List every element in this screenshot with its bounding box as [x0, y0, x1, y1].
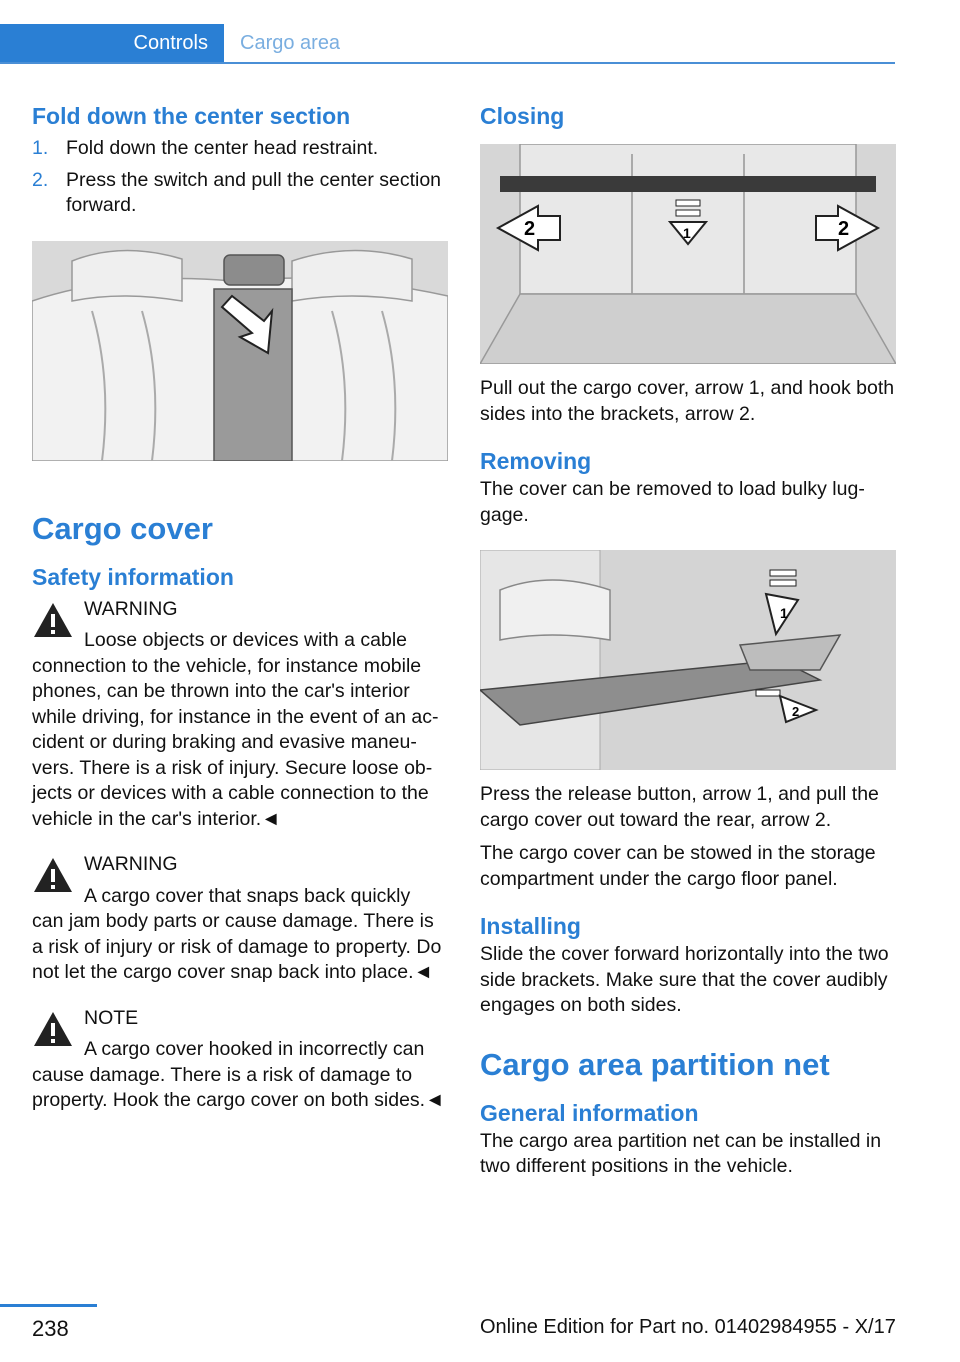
removing-text-2: Press the release button, arrow 1, and pull the cargo cover out toward the rear, arrow 2. [480, 783, 879, 831]
step-item [32, 168, 448, 219]
right-column [480, 100, 896, 1180]
removing-arrow-label: 1 [780, 605, 788, 621]
closing-arrow-label: 2 [524, 218, 536, 240]
footer-rule [0, 1304, 97, 1307]
closing-text: Pull out the cargo cover, arrow 1, and hook both sides into the brackets, arrow 2. [480, 377, 895, 425]
seat-center-section-illustration [32, 241, 448, 461]
removing-heading: Removing [480, 448, 592, 474]
warning-text: can jam body parts or cause damage. There is a risk of injury or risk of damage to property. Do not let the cargo cover snap back into place.◄ [32, 910, 442, 983]
general-text: The cargo area partition net can be installed in two different positions in the vehicle. [480, 1129, 882, 1177]
tab-controls-label: Controls [133, 31, 208, 54]
cargo-cover-heading: Cargo cover [32, 510, 213, 546]
tab-cargo-area[interactable] [240, 24, 340, 62]
cargo-cover-removing-illustration [480, 550, 896, 770]
note-block [32, 1006, 448, 1114]
header-tabbar [0, 24, 895, 64]
left-column [32, 100, 448, 1114]
closing-arrow-label: 2 [838, 218, 850, 240]
warning-label: WARNING [84, 597, 178, 620]
installing-text: Slide the cover forward horizontally into the two side brackets. Make sure that the cover audibly engages on both sides. [480, 943, 889, 1016]
warning-triangle-icon [32, 601, 74, 639]
warning-block [32, 852, 448, 986]
installing-heading: Installing [480, 913, 581, 939]
tab-cargo-area-label: Cargo area [240, 31, 341, 54]
step-number: 2. [32, 168, 49, 191]
safety-information-heading: Safety information [32, 563, 234, 590]
warning-text: connection to the vehicle, for instance mobile phones, can be thrown into the car's interior while driving, for instance in the event of an accident or during braking and evasive maneuvers. There is a risk of injury. Secure loose objects or devices with a cable connection to the vehicle in the car's interior.◄ [32, 654, 439, 830]
step-number: 1. [32, 137, 49, 159]
edition-note: Online Edition for Part no. 01402984955 - X/17 [480, 1316, 896, 1338]
warning-triangle-icon [32, 1010, 74, 1048]
fold-steps [32, 136, 448, 219]
warning-first-line: Loose objects or devices with a cable [84, 629, 408, 651]
tab-controls[interactable] [0, 24, 224, 62]
removing-arrow-label: 2 [792, 704, 800, 719]
note-first-line: A cargo cover hooked in incorrectly can [84, 1038, 425, 1060]
step-text: Press the switch and pull the center section forward. [66, 168, 442, 216]
note-label: NOTE [84, 1006, 139, 1029]
general-information-heading: General information [480, 1099, 699, 1126]
warning-label: WARNING [84, 853, 178, 875]
note-text: cause damage. There is a risk of damage to property. Hook the cargo cover on both sides.◄ [32, 1063, 445, 1111]
closing-arrow-label: 1 [683, 225, 691, 241]
step-text: Fold down the center head restraint. [66, 137, 379, 159]
removing-text-3: The cargo cover can be stowed in the storage compartment under the cargo floor panel. [480, 842, 876, 890]
warning-block [32, 597, 448, 833]
page-number: 238 [32, 1316, 69, 1341]
warning-first-line: A cargo cover that snaps back quickly [84, 884, 411, 907]
partition-net-heading: Cargo area partition net [480, 1046, 830, 1082]
removing-text: The cover can be removed to load bulky luggage. [480, 478, 865, 526]
fold-down-heading: Fold down the center section [32, 103, 351, 129]
step-item [32, 136, 448, 162]
warning-triangle-icon [32, 856, 74, 894]
cargo-cover-closing-illustration [480, 144, 896, 364]
closing-heading: Closing [480, 103, 565, 129]
